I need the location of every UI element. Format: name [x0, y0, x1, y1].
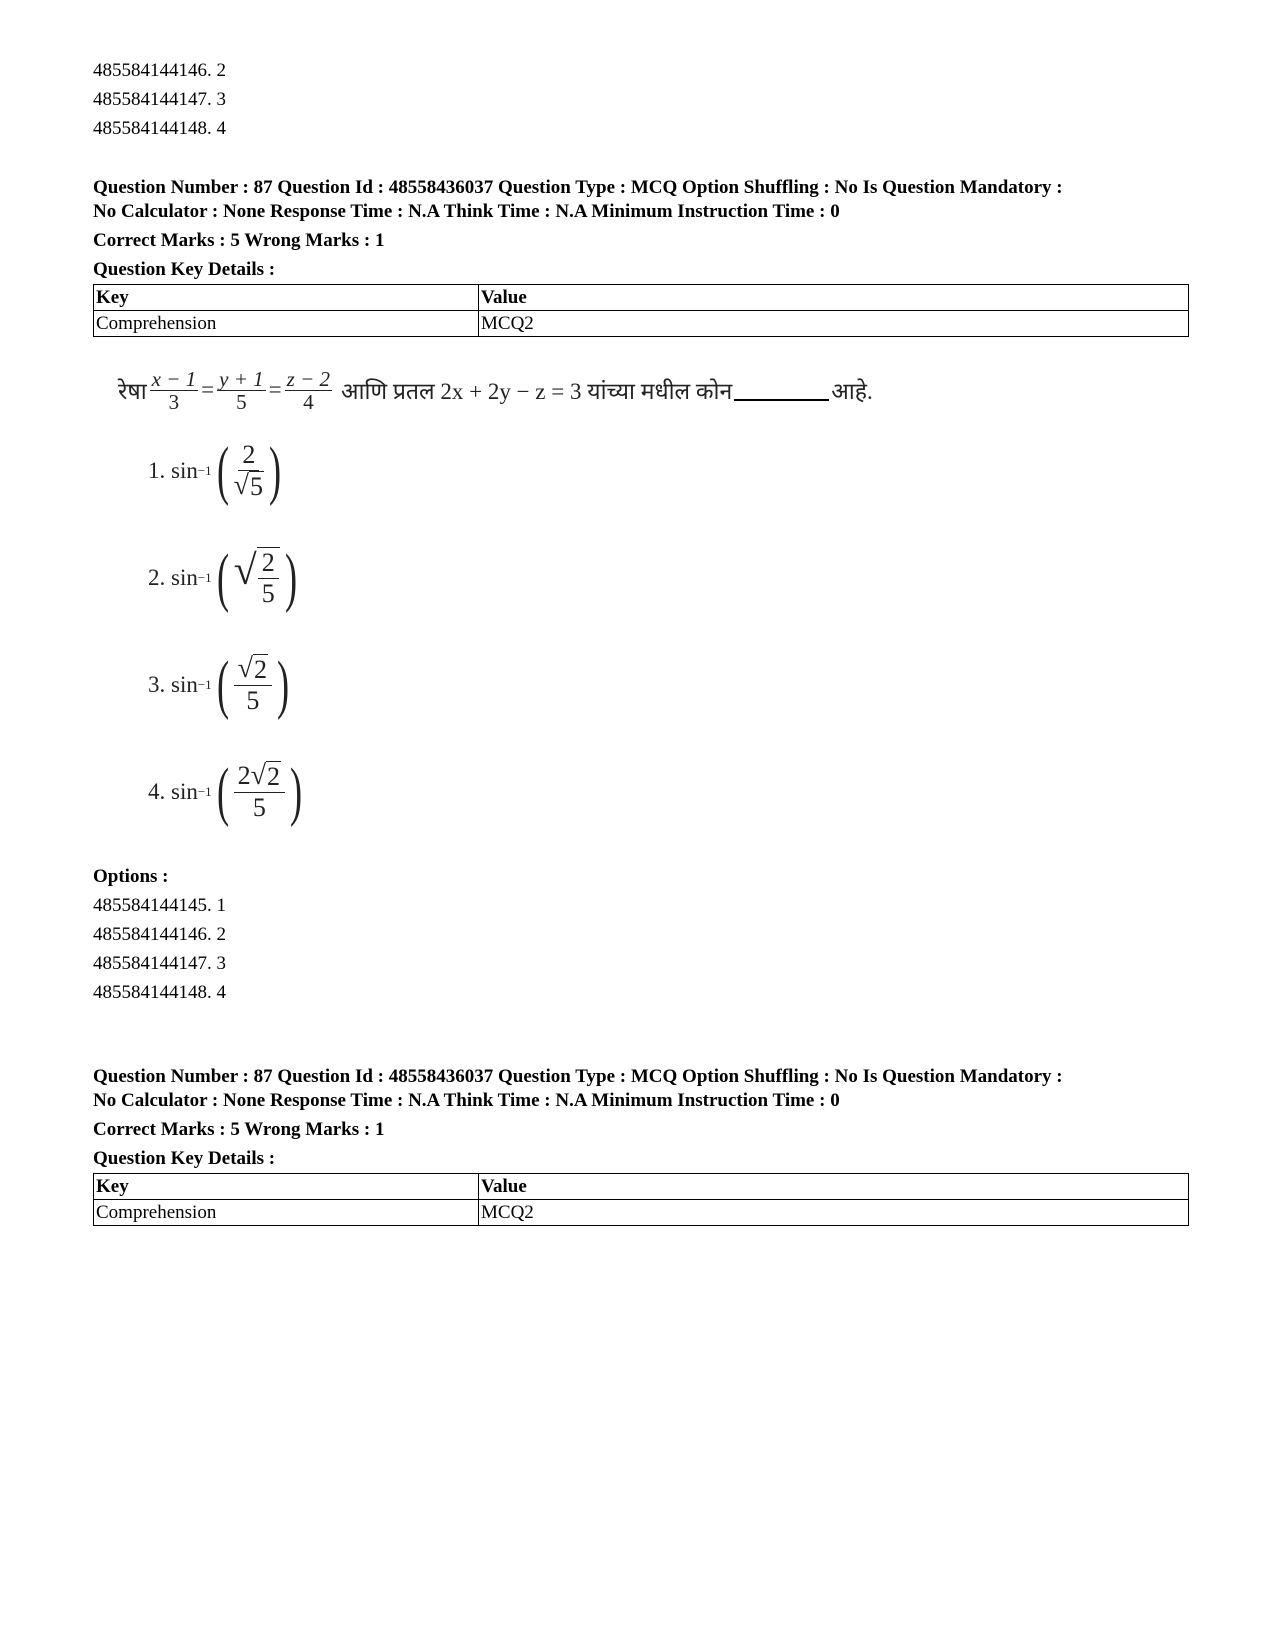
- image-option-1: 1. sin −1 ( 2 √ 5 ): [148, 434, 282, 507]
- fraction-z: $\frac{z - 2}{4}$: [286, 366, 330, 414]
- key-details-table: [93, 284, 1189, 337]
- marks-line: Correct Marks : 5 Wrong Marks : 1: [93, 1119, 385, 1140]
- question-meta-line: No Calculator : None Response Time : N.A Think Time : N.A Minimum Instruction Time : 0: [93, 201, 840, 222]
- question-meta-line: Question Number : 87 Question Id : 48558436037 Question Type : MCQ Option Shuffling : No Is Question Mandatory :: [93, 177, 1063, 198]
- question-meta-line: No Calculator : None Response Time : N.A Think Time : N.A Minimum Instruction Time : 0: [93, 1090, 840, 1111]
- option-line: 485584144145. 1: [93, 895, 226, 916]
- table-header-row: [94, 285, 1189, 311]
- question-meta-line: Question Number : 87 Question Id : 48558436037 Question Type : MCQ Option Shuffling : No Is Question Mandatory :: [93, 1066, 1063, 1087]
- table-header-cell: Value: [479, 285, 1189, 311]
- key-details-table: [93, 1173, 1189, 1226]
- question-image: [93, 360, 993, 860]
- table-header-row: [94, 1174, 1189, 1200]
- options-label: Options :: [93, 866, 169, 887]
- option-line: 485584144146. 2: [93, 924, 226, 945]
- table-cell: MCQ2: [479, 311, 1189, 337]
- answer-blank: [734, 379, 829, 401]
- image-option-3: 3. sin −1 ( √ 2 5 ): [148, 648, 290, 721]
- table-header-cell: Key: [94, 285, 479, 311]
- option-line: 485584144148. 4: [93, 118, 226, 139]
- option-line: 485584144148. 4: [93, 982, 226, 1003]
- option-line: 485584144147. 3: [93, 953, 226, 974]
- option-line: 485584144147. 3: [93, 89, 226, 110]
- stem-prefix: रेषा: [118, 379, 147, 404]
- previous-options-list: [93, 56, 226, 143]
- image-option-2: 2. sin −1 ( √ 2 5 ): [148, 541, 297, 614]
- question-header-2: [93, 1065, 1193, 1226]
- key-details-label: Question Key Details :: [93, 259, 276, 280]
- table-cell: Comprehension: [94, 311, 479, 337]
- table-row: [94, 1200, 1189, 1226]
- question-header-1: [93, 176, 1193, 337]
- key-details-label: Question Key Details :: [93, 1148, 276, 1169]
- table-cell: Comprehension: [94, 1200, 479, 1226]
- table-row: [94, 311, 1189, 337]
- stem-suffix: आहे.: [831, 379, 873, 404]
- question-stem: रेषा $\frac{x - 1}{3}$ = $\frac{y + 1}{5}$ = $\frac{z - 2}{4}$ आणि प्रतल 2x + 2y − z = 3 यांच्या मधील कोन आहे.: [118, 366, 873, 414]
- option-line: 485584144146. 2: [93, 60, 226, 81]
- table-header-cell: Value: [479, 1174, 1189, 1200]
- fraction-y: $\frac{y + 1}{5}$: [219, 366, 264, 414]
- marks-line: Correct Marks : 5 Wrong Marks : 1: [93, 230, 385, 251]
- stem-text: आणि प्रतल 2x + 2y − z = 3 यांच्या मधील कोन: [340, 379, 733, 404]
- image-option-4: 4. sin −1 ( 2 √ 2 5 ): [148, 755, 303, 828]
- options-section: [93, 862, 226, 1007]
- table-header-cell: Key: [94, 1174, 479, 1200]
- table-cell: MCQ2: [479, 1200, 1189, 1226]
- fraction-x: $\frac{x - 1}{3}$: [151, 366, 197, 414]
